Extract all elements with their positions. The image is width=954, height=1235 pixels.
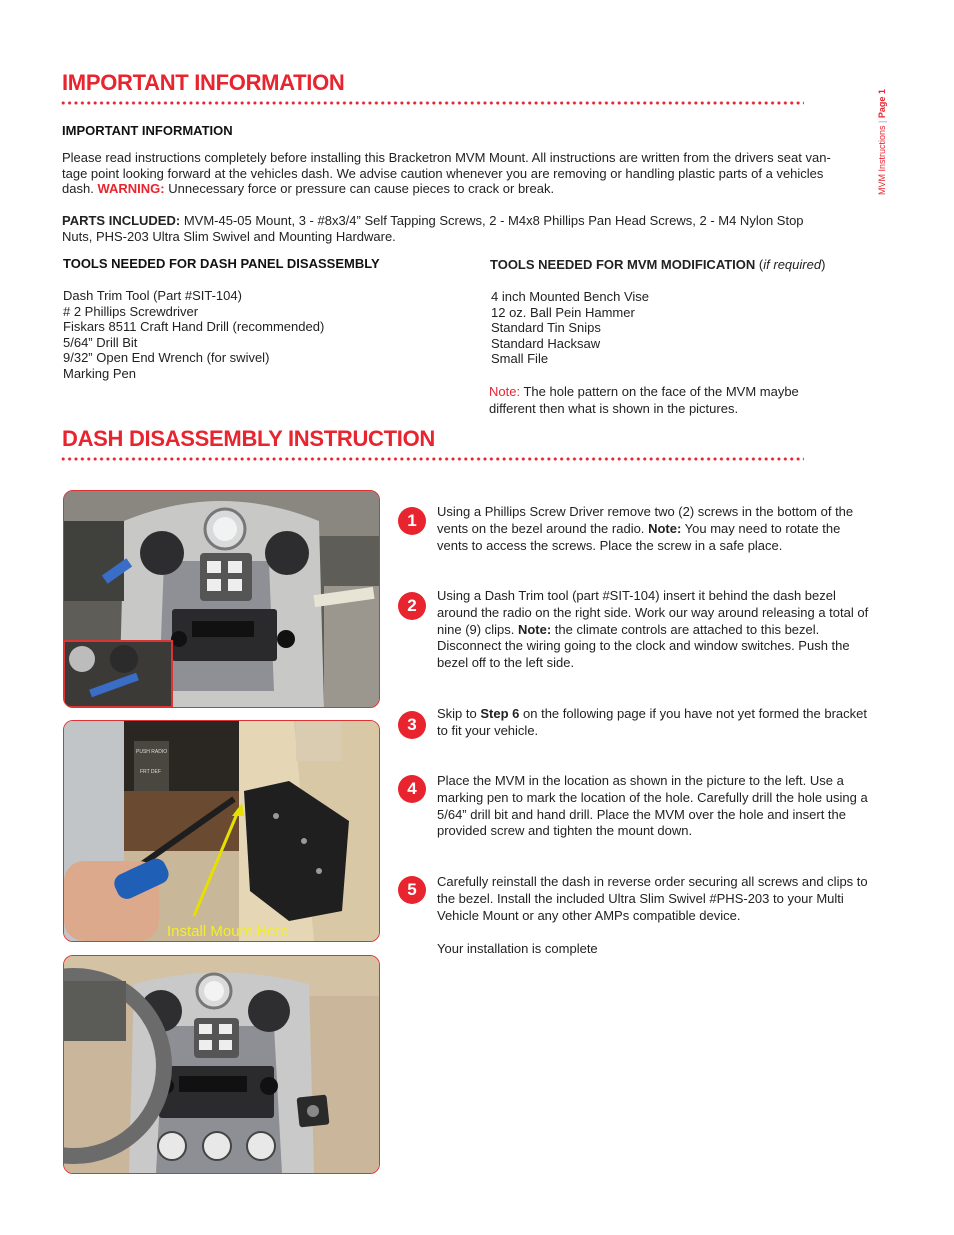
step-2-text-pre: Using a Dash Trim tool (part #SIT-104) insert it behind the dash bezel around the radio on the right side. Work our way around releasing a total of nine (9) clips. [437,588,869,637]
parts-text-1: MVM-45-05 Mount, 3 - #8x3/4” Self Tapping Screws, 2 - M4x8 Phillips Pan Head Screws, 2 - M4 Nylon Stop [183,213,804,228]
tools-mvm-note: if required [763,257,822,272]
step-1-text [437,504,873,554]
list-item: 12 oz. Ball Pein Hammer [491,304,635,320]
installation-complete: Your installation is complete [437,941,598,956]
tools-dash-list [63,288,324,382]
photo-dash-vents-illustration [64,491,379,707]
list-item: Standard Tin Snips [491,320,601,336]
step-2-text [437,588,873,672]
step-1-note-label: Note: [648,520,682,536]
side-label-page: Page 1 [877,89,887,119]
list-item: # 2 Phillips Screwdriver [63,303,199,319]
side-label-separator: | [877,120,887,123]
side-page-label [877,89,887,195]
step-3-text-pre: Skip to [437,706,477,721]
list-item: Dash Trim Tool (Part #SIT-104) [63,288,242,303]
step-number-2: 2 [398,592,426,620]
intro-line-3-pre: dash. [62,181,94,197]
side-label-text: MVM Instructions [877,125,887,195]
heading-divider [60,457,804,461]
intro-paragraph [62,150,862,197]
list-item: 4 inch Mounted Bench Vise [491,289,650,304]
important-subheading: IMPORTANT INFORMATION [62,123,233,138]
tools-mvm-note-block [489,383,799,417]
tools-mvm-paren-open: ( [758,257,764,272]
step-number-1: 1 [398,507,426,535]
step-1-text-pre: Using a Phillips Screw Driver remove two (2) screws in the bottom of the vents on the bezel around the radio. [437,504,854,536]
tools-mvm-paren-close: ) [821,257,826,272]
parts-line-1 [62,213,862,229]
install-mount-label: Install Mount Here [167,923,289,940]
photo-completed-dash [63,955,380,1174]
note-line-2: different then what is shown in the pictures. [489,401,739,416]
warning-text: Unnecessary force or pressure can cause pieces to crack or break. [168,181,555,197]
intro-line-1: Please read instructions completely before installing this Bracketron MVM Mount. All instructions are written from the drivers seat van- [62,150,831,165]
panel-label-frt-def: FRT DEF [140,769,161,775]
step-4-text: Place the MVM in the location as shown in the picture to the left. Use a marking pen to mark the location of the hole. Carefully drill the hole using a 5/64” drill bit and hand drill. Place the MVM over the hole and insert the provided screw and tighten the mount down. [437,773,868,839]
list-item: Small File [491,351,549,367]
warning-label: WARNING: [97,181,165,197]
note-label: Note: [489,384,521,399]
parts-included [62,213,862,244]
step-3-bold: Step 6 [480,706,520,721]
list-item: Marking Pen [63,365,136,381]
heading-divider [60,101,804,105]
photo-install-mount-illustration [64,721,379,941]
step-5-text: Carefully reinstall the dash in reverse order securing all screws and clips to the bezel. Install the included Ultra Slim Swivel #PHS-203 to your Multi Vehicle Mount or any other AMPs compatible device. [437,874,868,923]
step-2-text-post: the climate controls are attached to this bezel. Disconnect the wiring going to the clock and window switches. Push the bezel off to the left side. [437,621,850,671]
step-1-text-post: You may need to rotate the vents to access the screws. Place the screw in a safe place. [437,520,841,553]
important-heading: IMPORTANT INFORMATION [62,70,345,95]
photo-dash-vents [63,490,380,708]
tools-dash-heading: TOOLS NEEDED FOR DASH PANEL DISASSEMBLY [63,256,380,271]
step-3-text [437,706,873,740]
note-text-1: The hole pattern on the face of the MVM maybe [523,384,799,399]
parts-line-2: Nuts, PHS-203 Ultra Slim Swivel and Mounting Hardware. [62,228,396,244]
parts-label: PARTS INCLUDED: [62,213,181,228]
step-3-text-post: on the following page if you have not yet formed the bracket to fit your vehicle. [437,706,868,738]
step-number-5: 5 [398,876,426,904]
tools-mvm-title: TOOLS NEEDED FOR MVM MODIFICATION [490,257,756,272]
tools-mvm-list [491,289,649,367]
step-2-note-label: Note: [517,621,552,637]
list-item: 5/64” Drill Bit [63,334,138,350]
intro-line-2: tage point looking forward at the vehicles dash. We advise caution whenever you are removing or handling plastic parts of a vehicles [62,165,824,181]
panel-label-push-radio: PUSH RADIO [136,749,168,755]
dash-heading: DASH DISASSEMBLY INSTRUCTION [62,426,435,451]
list-item: 9/32” Open End Wrench (for swivel) [63,350,270,366]
step-number-3: 3 [398,711,426,739]
photo-install-mount [63,720,380,942]
list-item: Standard Hacksaw [491,335,601,351]
intro-line-3 [62,181,862,197]
note-line-1 [489,383,799,400]
list-item: Fiskars 8511 Craft Hand Drill (recommended) [63,319,325,335]
step-number-4: 4 [398,775,426,803]
photo-completed-dash-illustration [64,956,379,1173]
tools-mvm-heading [490,257,825,272]
